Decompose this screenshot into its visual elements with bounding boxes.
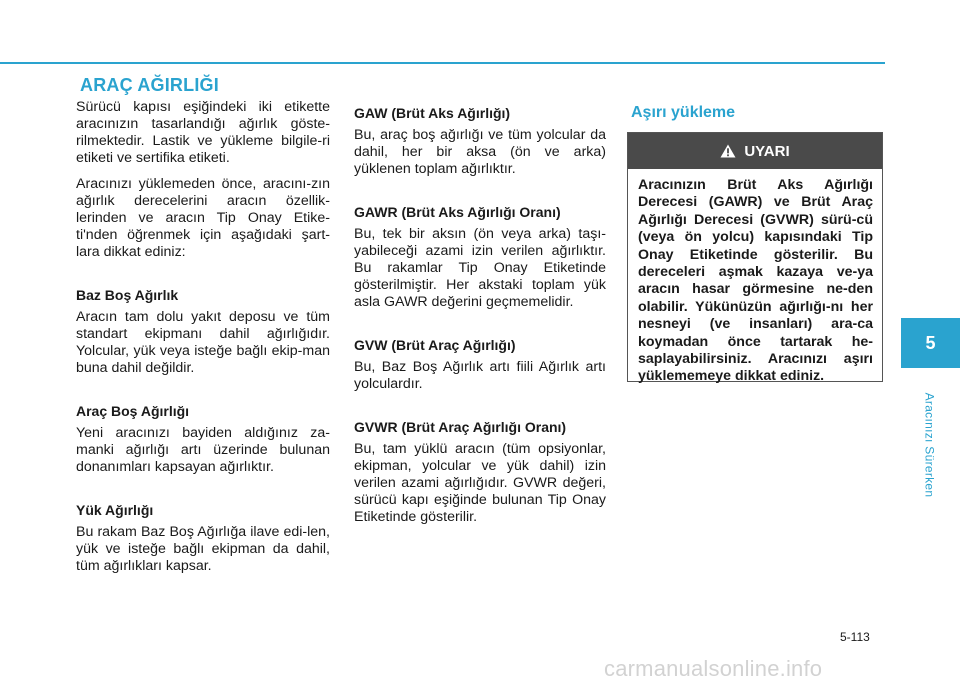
intro-paragraph-1: Sürücü kapısı eşiğindeki iki etikette aracınızın tasarlandığı ağırlık göste-rilmektedir. Lastik ve yükleme bilgile-ri etiketi ve sertifika etiketi.: [76, 99, 330, 166]
warning-header: [628, 133, 882, 169]
middle-column: [354, 105, 606, 535]
page-title: ARAÇ AĞIRLIĞI: [80, 75, 219, 95]
section-heading: Yük Ağırlığı: [76, 502, 154, 518]
section-heading: Araç Boş Ağırlığı: [76, 403, 190, 419]
section-text: Bu rakam Baz Boş Ağırlığa ilave edi-len, yük ve isteğe bağlı ekipman da dahil, tüm ağırlıkları kapsar.: [76, 524, 330, 574]
warning-box: [627, 132, 883, 385]
section-heading: Baz Boş Ağırlık: [76, 287, 179, 303]
left-column: [76, 99, 330, 584]
section-heading: GAW (Brüt Aks Ağırlığı): [354, 105, 511, 121]
section-text: Bu, araç boş ağırlığı ve tüm yolcular da dahil, her bir aksa (ön ve arka) yüklenen toplam ağırlıktır.: [354, 127, 606, 177]
section-text: Bu, tam yüklü aracın (tüm opsiyonlar, ekipman, yolcular ve yük dahil) izin verilen azami ağırlığıdır. GVWR değeri, sürücü kapı eşiğinde bulunan Tip Onay Etiketinde gösterilir.: [354, 441, 606, 525]
top-rule: [0, 62, 885, 64]
section-text: Aracın tam dolu yakıt deposu ve tüm standart ekipmanı dahil ağırlığıdır. Yolcular, yük veya isteğe bağlı ekip-man buna dahil değildir.: [76, 309, 330, 376]
section-heading: GAWR (Brüt Aks Ağırlığı Oranı): [354, 204, 561, 220]
section-heading: GVW (Brüt Araç Ağırlığı): [354, 337, 516, 353]
intro-paragraph-2: Aracınızı yüklemeden önce, aracını-zın ağırlık derecelerini aracın özellik-lerinden ve aracın Tip Onay Etike-ti'nden öğrenmek için aşağıdaki şart-lara dikkat ediniz:: [76, 176, 330, 260]
section-heading: GVWR (Brüt Araç Ağırlığı Oranı): [354, 419, 567, 435]
section-text: Bu, tek bir aksın (ön veya arka) taşı-yabileceği azami izin verilen ağırlıktır. Bu rakamlar Tip Onay Etiketinde gösterilmiştir. Her akstaki toplam yük asla GAWR değerini geçmemelidir.: [354, 226, 606, 310]
chapter-side-label: [921, 392, 937, 498]
page-number: 5-113: [840, 630, 870, 644]
overloading-title: Aşırı yükleme: [631, 104, 736, 121]
warning-label: UYARI: [744, 142, 790, 160]
chapter-tab: 5: [901, 318, 960, 368]
watermark: carmanualsonline.info: [604, 656, 823, 681]
section-text: Yeni aracınızı bayiden aldığınız za-manki ağırlığı artı üzerinde bulunan donanımları kapsayan ağırlıktır.: [76, 425, 330, 475]
warning-text: Aracınızın Brüt Aks Ağırlığı Derecesi (GAWR) ve Brüt Araç Ağırlığı Derecesi (GVWR) sürü-cü (veya ön yolcu) kapısındaki Tip Onay Etiketinde gösterilir. Bu dereceleri aşmak kazaya ve-ya aracın hasar görmesine ne-den olabilir. Yükünüzün ağırlığı-nı her nesneyi (ve insanları) ara-ca koymadan önce tartarak he-saplayabilirsiniz. Aracınızı aşırı yüklememeye dikkat ediniz.: [638, 177, 873, 385]
section-text: Bu, Baz Boş Ağırlık artı fiili Ağırlık artı yolculardır.: [354, 359, 606, 392]
chapter-label-text: Aracınızı Sürerken: [922, 392, 936, 498]
warning-triangle-icon: [720, 144, 736, 158]
